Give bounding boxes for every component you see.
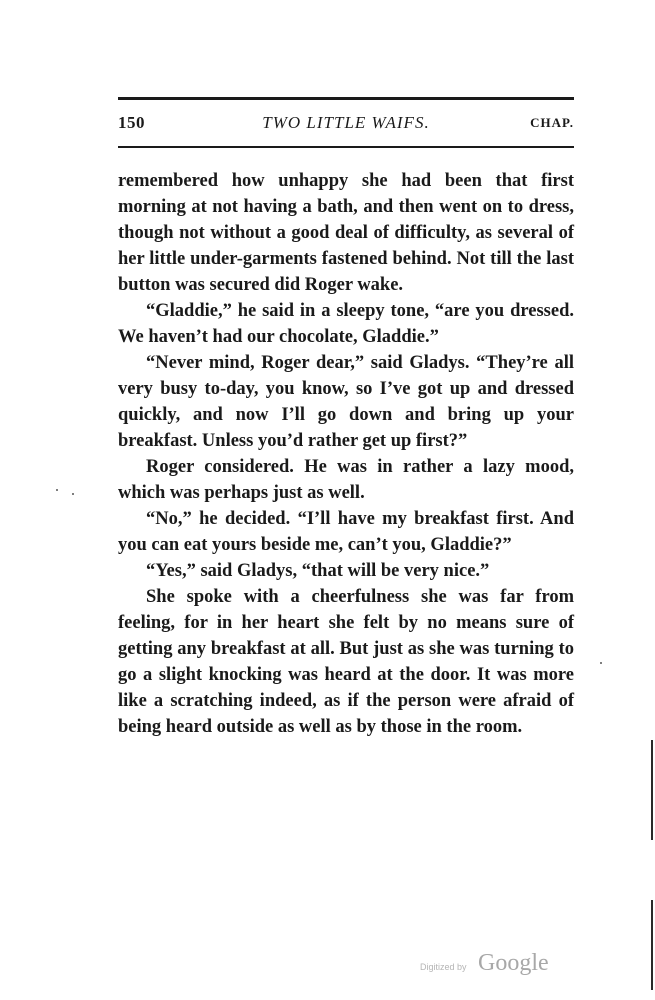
paragraph: “No,” he decided. “I’ll have my breakfast first. And you can eat yours beside me, can’t you, Gladdie?” bbox=[118, 509, 574, 555]
watermark-prefix: Digitized by bbox=[420, 962, 467, 972]
digitized-watermark bbox=[420, 950, 580, 980]
body-text bbox=[118, 168, 574, 740]
paragraph: Roger considered. He was in rather a lazy mood, which was perhaps just as well. bbox=[118, 457, 574, 503]
book-title: TWO LITTLE WAIFS. bbox=[262, 113, 430, 132]
running-head bbox=[118, 113, 574, 139]
paragraph: “Never mind, Roger dear,” said Gladys. “They’re all very busy to-day, you know, so I’ve got up and dressed quickly, and now I’ll go down and bring up your breakfast. Unless you’d rather get up first?” bbox=[118, 353, 574, 451]
header-bottom-rule bbox=[118, 146, 574, 148]
scan-edge-mark bbox=[651, 900, 653, 990]
scan-speck bbox=[72, 493, 74, 495]
scan-edge-mark bbox=[651, 740, 653, 840]
paragraph: remembered how unhappy she had been that first morning at not having a bath, and then went on to dress, though not without a good deal of difficulty, as several of her little under-garments fastened behind. Not till the last button was secured did Roger wake. bbox=[118, 171, 574, 295]
paragraph: “Gladdie,” he said in a sleepy tone, “are you dressed. We haven’t had our chocolate, Gladdie.” bbox=[118, 301, 574, 347]
scan-speck bbox=[600, 662, 602, 664]
header-top-rule bbox=[118, 97, 574, 100]
scan-speck bbox=[56, 489, 58, 491]
paragraph: “Yes,” said Gladys, “that will be very nice.” bbox=[146, 561, 490, 581]
paragraph: She spoke with a cheerfulness she was far from feeling, for in her heart she felt by no means sure of getting any breakfast at all. But just as she was turning to go a slight knocking was heard at the door. It was more like a scratching indeed, as if the person were afraid of being heard outside as well as by those in the room. bbox=[118, 587, 574, 737]
chapter-label: CHAP. bbox=[530, 115, 574, 130]
watermark-logo: Google bbox=[478, 950, 549, 976]
page-number: 150 bbox=[118, 113, 145, 132]
